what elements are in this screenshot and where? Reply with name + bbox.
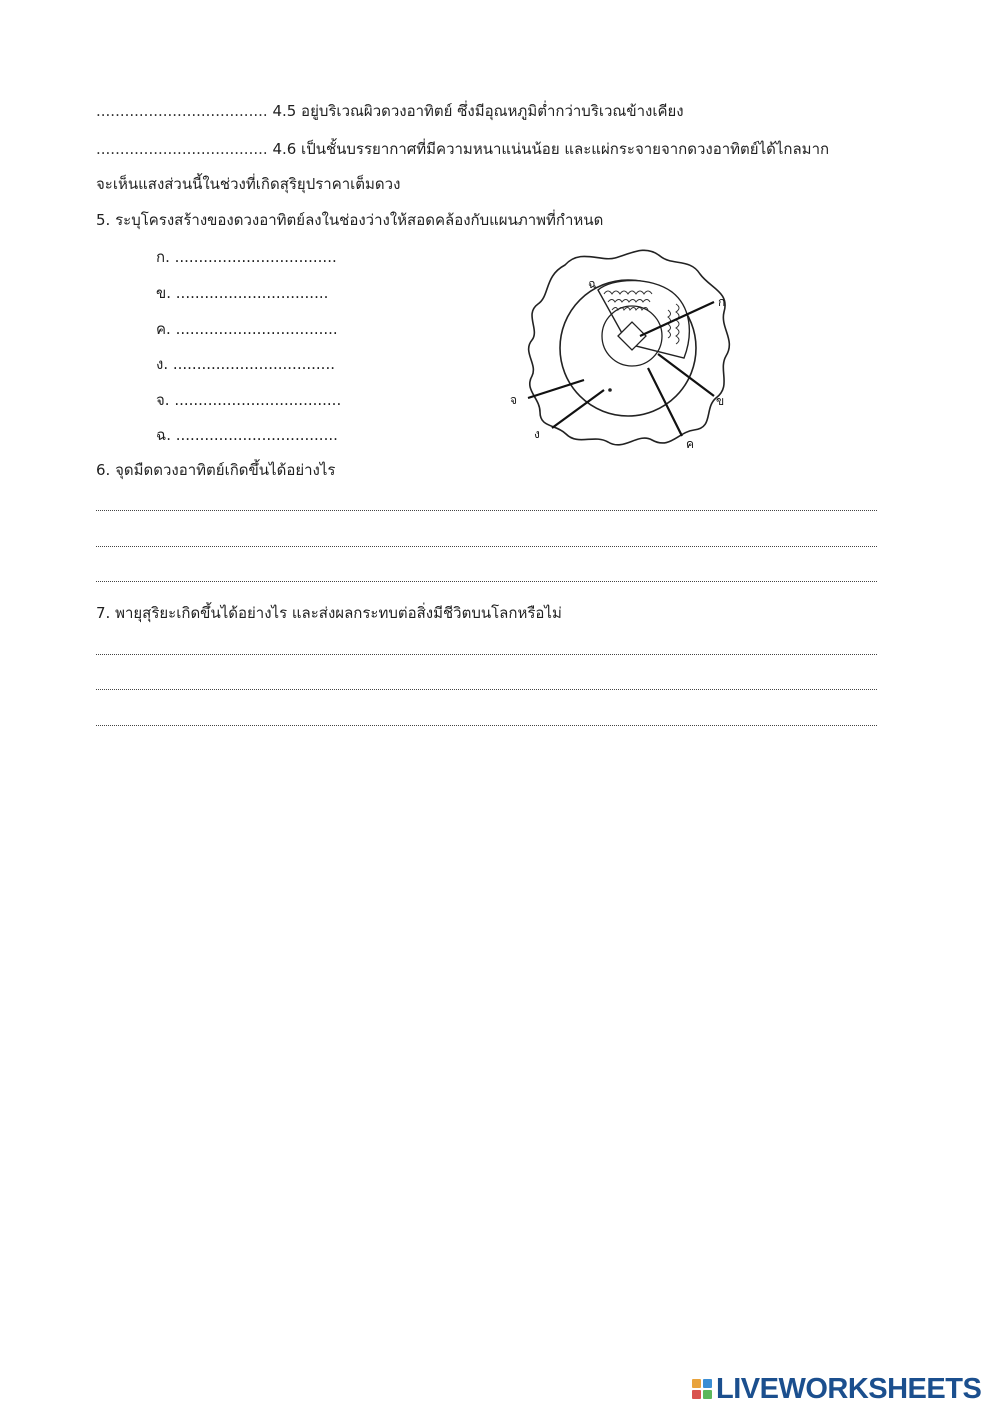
logo-text: LIVEWORKSHEETS [716, 1372, 982, 1405]
option-ngo[interactable]: ง. .................................. [156, 355, 335, 373]
question-6-prompt: 6. จุดมืดดวงอาทิตย์เกิดขึ้นได้อย่างไร [96, 461, 336, 479]
question-5-prompt: 5. ระบุโครงสร้างของดวงอาทิตย์ลงในช่องว่างให้สอดคล้องกับแผนภาพที่กำหนด [96, 211, 604, 229]
item-4-6 [96, 139, 829, 159]
question-7-prompt: 7. พายุสุริยะเกิดขึ้นได้อย่างไร และส่งผลกระทบต่อสิ่งมีชีวิตบนโลกหรือไม่ [96, 604, 562, 622]
liveworksheets-logo [692, 1373, 981, 1405]
answer-line[interactable] [96, 581, 877, 582]
option-cho[interactable]: จ. ................................... [156, 391, 342, 409]
answer-blank[interactable]: .................................... [96, 140, 268, 158]
answer-line[interactable] [96, 546, 877, 547]
option-chho[interactable]: ฉ. .................................. [156, 426, 338, 444]
answer-line[interactable] [96, 689, 877, 690]
item-4-5 [96, 101, 684, 121]
sun-structure-diagram [500, 240, 740, 455]
label-kho: ข [716, 394, 725, 408]
label-ko: ก [718, 295, 726, 309]
label-kho-khwai: ค [686, 437, 695, 451]
logo-square [703, 1379, 712, 1388]
sunspot-dot [608, 388, 612, 392]
answer-line[interactable] [96, 654, 877, 655]
logo-mark-icon [692, 1379, 712, 1399]
option-kho[interactable]: ข. ................................ [156, 284, 329, 302]
item-text: 4.5 อยู่บริเวณผิวดวงอาทิตย์ ซึ่งมีอุณหภูมิต่ำกว่าบริเวณข้างเคียง [272, 102, 684, 120]
label-cho: จ [510, 393, 518, 407]
label-ngo: ง [534, 427, 540, 441]
item-text: 4.6 เป็นชั้นบรรยากาศที่มีความหนาแน่นน้อย และแผ่กระจายจากดวงอาทิตย์ได้ไกลมาก [272, 140, 830, 158]
answer-line[interactable] [96, 725, 877, 726]
option-ko[interactable]: ก. .................................. [156, 248, 337, 266]
label-chho: ฉ [588, 277, 597, 291]
logo-square [692, 1390, 701, 1399]
logo-square [703, 1390, 712, 1399]
item-4-6-continuation: จะเห็นแสงส่วนนี้ในช่วงที่เกิดสุริยุปราคาเต็มดวง [96, 175, 401, 193]
answer-blank[interactable]: .................................... [96, 102, 268, 120]
answer-line[interactable] [96, 510, 877, 511]
logo-square [692, 1379, 701, 1388]
option-kho-khwai[interactable]: ค. .................................. [156, 320, 338, 338]
